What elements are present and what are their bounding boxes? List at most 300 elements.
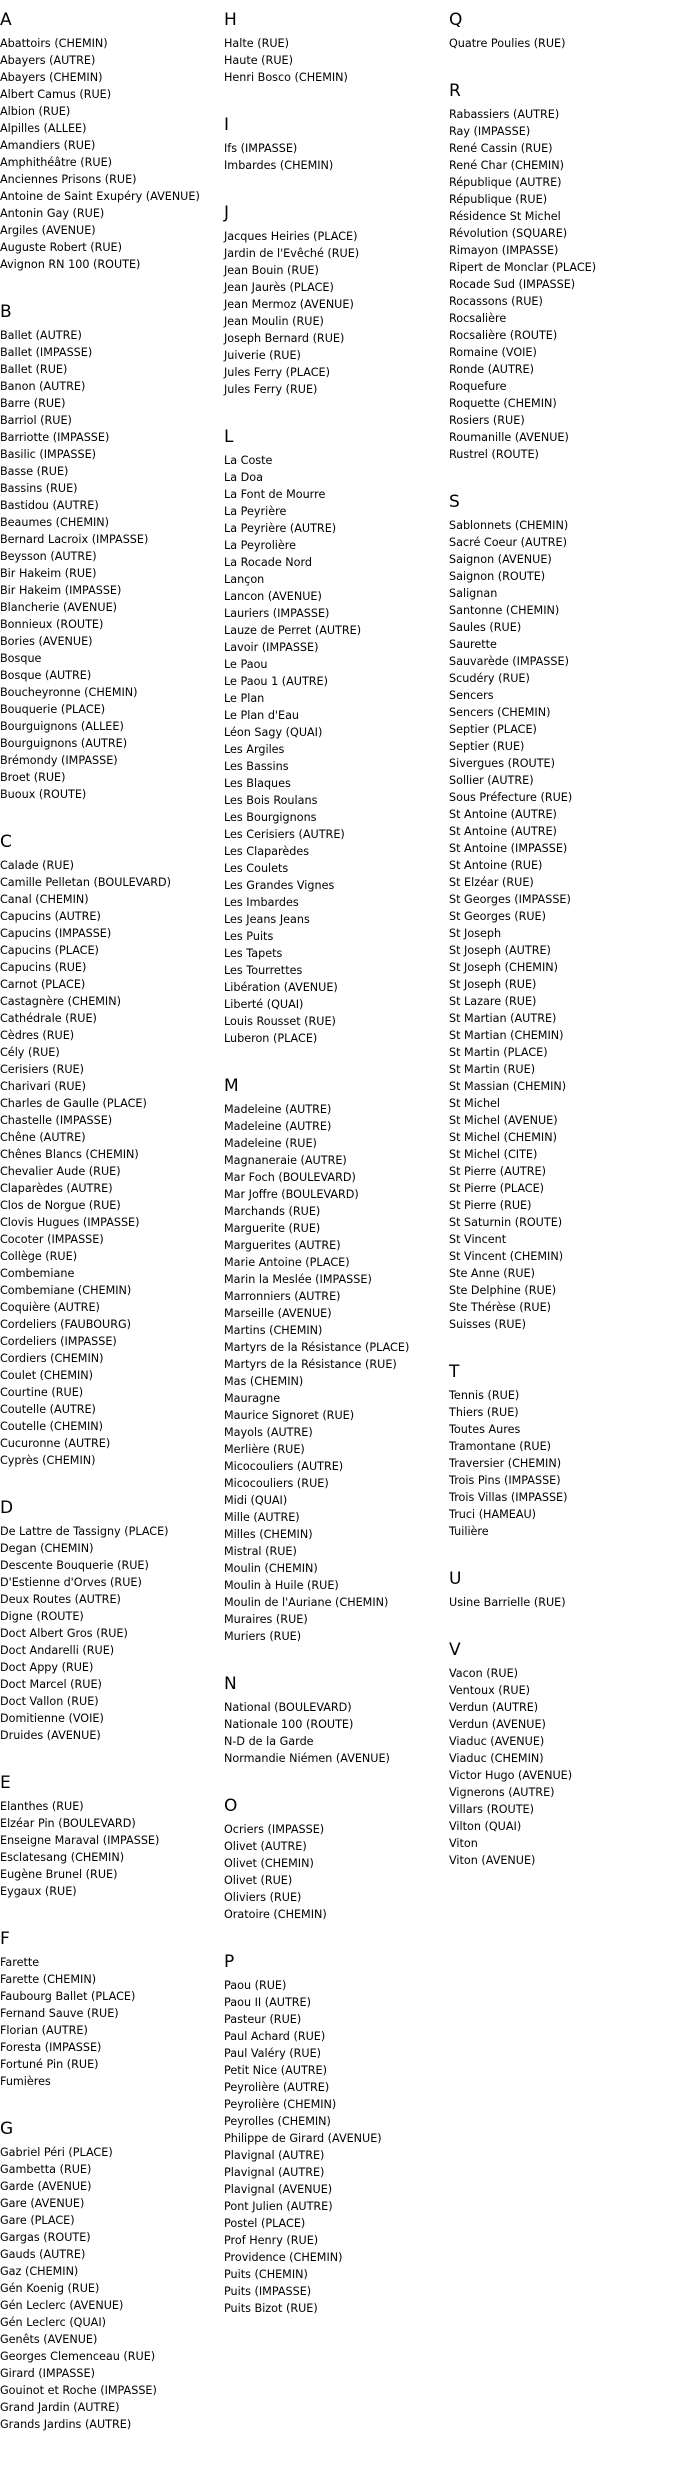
street-name: St Antoine (RUE) — [449, 859, 543, 872]
street-name: Argiles (AVENUE) — [0, 224, 96, 237]
street-name: Sencers (CHEMIN) — [449, 706, 551, 719]
street-name: Cordeliers (FAUBOURG) — [0, 1318, 132, 1331]
street-name: St Georges (IMPASSE) — [449, 893, 571, 906]
street-name: Révolution (SQUARE) — [449, 227, 568, 240]
letter-group-p — [224, 1942, 446, 2317]
street-name: Bouquerie (PLACE) — [0, 703, 106, 716]
street-name: St Vincent — [449, 1233, 507, 1246]
street-name: Suisses (RUE) — [449, 1318, 526, 1331]
street-name: Bastidou (AUTRE) — [0, 499, 99, 512]
street-name: St Martin (RUE) — [449, 1063, 536, 1076]
street-name: St Joseph (RUE) — [449, 978, 537, 991]
letter-heading: D — [0, 1498, 14, 1518]
street-name: La Peyrière (AUTRE) — [224, 522, 337, 535]
street-name: Carnot (PLACE) — [0, 978, 86, 991]
street-name: St Joseph — [449, 927, 502, 940]
street-name: Gambetta (RUE) — [0, 2163, 92, 2176]
street-name: Roquefure — [449, 380, 507, 393]
street-name: Saignon (AVENUE) — [449, 553, 552, 566]
street-name: Jules Ferry (PLACE) — [224, 366, 330, 379]
street-name: Les Bassins — [224, 760, 289, 773]
street-list — [224, 1699, 446, 1767]
street-name: Coquière (AUTRE) — [0, 1301, 100, 1314]
street-name: Rocade Sud (IMPASSE) — [449, 278, 576, 291]
street-name: Chevalier Aude (RUE) — [0, 1165, 121, 1178]
letter-group-m — [224, 1066, 446, 1645]
street-name: Digne (ROUTE) — [0, 1610, 84, 1623]
street-name: Verdun (AVENUE) — [449, 1718, 546, 1731]
letter-group-e — [0, 1763, 222, 1900]
street-list — [224, 452, 446, 1047]
street-name: Fortuné Pin (RUE) — [0, 2058, 99, 2071]
street-name: Girard (IMPASSE) — [0, 2367, 95, 2380]
street-column-2 — [224, 0, 446, 2336]
street-list — [224, 140, 446, 174]
street-name: Plavignal (AUTRE) — [224, 2166, 325, 2179]
street-name: Cordiers (CHEMIN) — [0, 1352, 104, 1365]
letter-group-v — [449, 1630, 671, 1869]
street-name: D'Estienne d'Orves (RUE) — [0, 1576, 142, 1589]
letter-group-u — [449, 1559, 671, 1611]
street-name: La Coste — [224, 454, 273, 467]
street-name: Paul Valéry (RUE) — [224, 2047, 322, 2060]
street-name: Le Plan d'Eau — [224, 709, 300, 722]
street-name: St Joseph (AUTRE) — [449, 944, 551, 957]
street-name: National (BOULEVARD) — [224, 1701, 352, 1714]
street-name: Midi (QUAI) — [224, 1494, 288, 1507]
street-name: Bassins (RUE) — [0, 482, 78, 495]
street-name: Bir Hakeim (IMPASSE) — [0, 584, 122, 597]
street-name: Magnaneraie (AUTRE) — [224, 1154, 347, 1167]
street-name: Sivergues (ROUTE) — [449, 757, 555, 770]
street-name: Doct Marcel (RUE) — [0, 1678, 102, 1691]
street-name: Mar Joffre (BOULEVARD) — [224, 1188, 359, 1201]
street-name: Juiverie (RUE) — [224, 349, 301, 362]
street-name: Prof Henry (RUE) — [224, 2234, 319, 2247]
street-name: Doct Appy (RUE) — [0, 1661, 94, 1674]
street-name: Bernard Lacroix (IMPASSE) — [0, 533, 149, 546]
letter-heading: C — [0, 832, 12, 852]
street-list — [449, 1665, 671, 1869]
street-name: Gén Koenig (RUE) — [0, 2282, 100, 2295]
street-name: Puits (IMPASSE) — [224, 2285, 312, 2298]
street-name: Oratoire (CHEMIN) — [224, 1908, 327, 1921]
street-list — [0, 327, 222, 803]
street-name: Camille Pelletan (BOULEVARD) — [0, 876, 172, 889]
letter-group-f — [0, 1919, 222, 2090]
street-list — [224, 35, 446, 86]
street-name: Bosque (AUTRE) — [0, 669, 92, 682]
street-name: Puits Bizot (RUE) — [224, 2302, 318, 2315]
street-name: Oliviers (RUE) — [224, 1891, 302, 1904]
street-list — [449, 106, 671, 463]
street-name: Sous Préfecture (RUE) — [449, 791, 573, 804]
street-name: Clos de Norgue (RUE) — [0, 1199, 121, 1212]
street-name: Pasteur (RUE) — [224, 2013, 302, 2026]
street-name: Lançon — [224, 573, 265, 586]
street-name: Marie Antoine (PLACE) — [224, 1256, 350, 1269]
letter-group-n — [224, 1664, 446, 1767]
street-name: Domitienne (VOIE) — [0, 1712, 104, 1725]
street-name: Claparèdes (AUTRE) — [0, 1182, 113, 1195]
street-name: Auguste Robert (RUE) — [0, 241, 122, 254]
street-name: Saules (RUE) — [449, 621, 522, 634]
street-name: La Peyrolière — [224, 539, 297, 552]
street-name: Plavignal (AVENUE) — [224, 2183, 333, 2196]
street-list — [0, 857, 222, 1469]
street-list — [449, 35, 671, 52]
letter-group-o — [224, 1786, 446, 1923]
street-name: Muraires (RUE) — [224, 1613, 308, 1626]
street-name: Haute (RUE) — [224, 54, 293, 67]
street-list — [224, 1821, 446, 1923]
letter-heading: A — [0, 10, 12, 30]
street-name: Imbardes (CHEMIN) — [224, 159, 334, 172]
street-name: Ray (IMPASSE) — [449, 125, 531, 138]
street-name: Deux Routes (AUTRE) — [0, 1593, 121, 1606]
street-name: Coutelle (CHEMIN) — [0, 1420, 104, 1433]
street-name: St Massian (CHEMIN) — [449, 1080, 567, 1093]
letter-group-r — [449, 71, 671, 463]
street-name: Avignon RN 100 (ROUTE) — [0, 258, 141, 271]
street-name: Saignon (ROUTE) — [449, 570, 546, 583]
street-name: Druides (AVENUE) — [0, 1729, 101, 1742]
street-name: Olivet (AUTRE) — [224, 1840, 307, 1853]
street-list — [224, 1977, 446, 2317]
street-name: St Michel (CHEMIN) — [449, 1131, 557, 1144]
street-name: Moulin à Huile (RUE) — [224, 1579, 339, 1592]
letter-group-h — [224, 0, 446, 86]
street-name: Amandiers (RUE) — [0, 139, 96, 152]
street-name: Tramontane (RUE) — [449, 1440, 552, 1453]
street-name: Les Tapets — [224, 947, 283, 960]
letter-heading: I — [224, 115, 230, 135]
street-name: Capucins (PLACE) — [0, 944, 99, 957]
street-name: Ventoux (RUE) — [449, 1684, 531, 1697]
street-name: Rocsalière (ROUTE) — [449, 329, 558, 342]
letter-group-t — [449, 1352, 671, 1540]
street-name: Collège (RUE) — [0, 1250, 78, 1263]
street-name: Beysson (AUTRE) — [0, 550, 97, 563]
street-name: Cocoter (IMPASSE) — [0, 1233, 104, 1246]
street-name: Doct Vallon (RUE) — [0, 1695, 99, 1708]
street-name: Mayols (AUTRE) — [224, 1426, 313, 1439]
street-name: Tennis (RUE) — [449, 1389, 520, 1402]
street-list — [0, 1523, 222, 1744]
street-name: Ste Delphine (RUE) — [449, 1284, 557, 1297]
street-name: Farette — [0, 1956, 40, 1969]
street-name: St Lazare (RUE) — [449, 995, 537, 1008]
street-name: Marguerites (AUTRE) — [224, 1239, 341, 1252]
street-name: St Michel (AVENUE) — [449, 1114, 558, 1127]
street-name: Clovis Hugues (IMPASSE) — [0, 1216, 140, 1229]
street-name: Nationale 100 (ROUTE) — [224, 1718, 354, 1731]
street-name: Combemiane — [0, 1267, 75, 1280]
letter-heading: N — [224, 1674, 237, 1694]
street-name: Florian (AUTRE) — [0, 2024, 88, 2037]
street-name: Fumières — [0, 2075, 51, 2088]
street-name: Léon Sagy (QUAI) — [224, 726, 323, 739]
street-name: Ballet (RUE) — [0, 363, 68, 376]
letter-group-s — [449, 482, 671, 1333]
street-name: Bories (AVENUE) — [0, 635, 93, 648]
street-name: Les Grandes Vignes — [224, 879, 335, 892]
street-name: Ripert de Monclar (PLACE) — [449, 261, 597, 274]
street-name: Les Coulets — [224, 862, 289, 875]
street-name: Rocsalière — [449, 312, 507, 325]
street-name: Lauze de Perret (AUTRE) — [224, 624, 362, 637]
street-name: Villars (ROUTE) — [449, 1803, 534, 1816]
street-name: Marin la Meslée (IMPASSE) — [224, 1273, 372, 1286]
street-name: Rabassiers (AUTRE) — [449, 108, 560, 121]
street-name: Bosque — [0, 652, 42, 665]
street-name: Les Jeans Jeans — [224, 913, 310, 926]
street-name: St Michel (CITE) — [449, 1148, 538, 1161]
letter-heading: E — [0, 1773, 11, 1793]
street-name: Genêts (AVENUE) — [0, 2333, 98, 2346]
street-name: La Font de Mourre — [224, 488, 326, 501]
street-name: Marseille (AVENUE) — [224, 1307, 332, 1320]
street-name: Paou II (AUTRE) — [224, 1996, 311, 2009]
street-name: Marchands (RUE) — [224, 1205, 321, 1218]
street-name: Charles de Gaulle (PLACE) — [0, 1097, 147, 1110]
street-name: Louis Rousset (RUE) — [224, 1015, 336, 1028]
street-name: St Pierre (AUTRE) — [449, 1165, 546, 1178]
street-name: Abattoirs (CHEMIN) — [0, 37, 108, 50]
street-name: Cathédrale (RUE) — [0, 1012, 97, 1025]
street-name: Anciennes Prisons (RUE) — [0, 173, 137, 186]
street-name: Gouinot et Roche (IMPASSE) — [0, 2384, 157, 2397]
street-name: Trois Villas (IMPASSE) — [449, 1491, 568, 1504]
street-name: République (RUE) — [449, 193, 548, 206]
street-name: Martyrs de la Résistance (PLACE) — [224, 1341, 410, 1354]
street-name: République (AUTRE) — [449, 176, 562, 189]
street-name: Abayers (AUTRE) — [0, 54, 96, 67]
street-name: Pont Julien (AUTRE) — [224, 2200, 333, 2213]
street-name: Liberté (QUAI) — [224, 998, 304, 1011]
street-name: Georges Clemenceau (RUE) — [0, 2350, 156, 2363]
street-name: Chastelle (IMPASSE) — [0, 1114, 113, 1127]
street-name: St Martian (AUTRE) — [449, 1012, 557, 1025]
street-name: Brémondy (IMPASSE) — [0, 754, 118, 767]
street-name: Micocouliers (AUTRE) — [224, 1460, 344, 1473]
street-name: Plavignal (AUTRE) — [224, 2149, 325, 2162]
street-name: Le Paou 1 (AUTRE) — [224, 675, 328, 688]
street-name: Gargas (ROUTE) — [0, 2231, 91, 2244]
street-name: Rimayon (IMPASSE) — [449, 244, 559, 257]
street-name: Les Imbardes — [224, 896, 299, 909]
street-name: Ballet (IMPASSE) — [0, 346, 93, 359]
street-name: Normandie Niémen (AVENUE) — [224, 1752, 390, 1765]
street-name: Postel (PLACE) — [224, 2217, 306, 2230]
street-name: Gén Leclerc (QUAI) — [0, 2316, 106, 2329]
letter-heading: J — [224, 203, 230, 223]
street-name: Peyrolière (CHEMIN) — [224, 2098, 337, 2111]
street-name: Canal (CHEMIN) — [0, 893, 89, 906]
street-name: Bonnieux (ROUTE) — [0, 618, 104, 631]
street-name: Jean Bouin (RUE) — [224, 264, 319, 277]
street-name: Puits (CHEMIN) — [224, 2268, 308, 2281]
street-name: Capucins (AUTRE) — [0, 910, 101, 923]
street-name: Mille (AUTRE) — [224, 1511, 300, 1524]
street-name: Cucuronne (AUTRE) — [0, 1437, 111, 1450]
street-name: St Martian (CHEMIN) — [449, 1029, 564, 1042]
street-name: Tuilière — [449, 1525, 489, 1538]
street-name: Coutelle (AUTRE) — [0, 1403, 96, 1416]
street-name: Milles (CHEMIN) — [224, 1528, 313, 1541]
street-name: Quatre Poulies (RUE) — [449, 37, 566, 50]
street-name: Doct Andarelli (RUE) — [0, 1644, 115, 1657]
street-name: Luberon (PLACE) — [224, 1032, 318, 1045]
street-name: Viton (AVENUE) — [449, 1854, 536, 1867]
street-name: Calade (RUE) — [0, 859, 74, 872]
street-name: Maurice Signoret (RUE) — [224, 1409, 355, 1422]
street-name: Scudéry (RUE) — [449, 672, 530, 685]
street-column-3 — [449, 0, 671, 1888]
street-name: Ronde (AUTRE) — [449, 363, 534, 376]
street-list — [0, 2144, 222, 2433]
street-name: Moulin (CHEMIN) — [224, 1562, 318, 1575]
letter-heading: T — [449, 1362, 460, 1382]
street-name: Degan (CHEMIN) — [0, 1542, 94, 1555]
street-name: St Vincent (CHEMIN) — [449, 1250, 564, 1263]
street-name: Doct Albert Gros (RUE) — [0, 1627, 128, 1640]
street-name: Basse (RUE) — [0, 465, 69, 478]
street-name: Abayers (CHEMIN) — [0, 71, 103, 84]
street-name: St Pierre (RUE) — [449, 1199, 532, 1212]
letter-group-l — [224, 417, 446, 1047]
letter-group-q — [449, 0, 671, 52]
street-name: Jardin de l'Evêché (RUE) — [224, 247, 360, 260]
street-name: Saurette — [449, 638, 497, 651]
street-name: La Doa — [224, 471, 263, 484]
street-name: Jean Moulin (RUE) — [224, 315, 324, 328]
street-name: Elzéar Pin (BOULEVARD) — [0, 1817, 136, 1830]
letter-heading: U — [449, 1569, 462, 1589]
street-name: St Georges (RUE) — [449, 910, 546, 923]
street-name: Chêne (AUTRE) — [0, 1131, 86, 1144]
street-name: Sauvarède (IMPASSE) — [449, 655, 569, 668]
street-name: Les Blaques — [224, 777, 291, 790]
street-name: Jean Mermoz (AVENUE) — [224, 298, 354, 311]
street-name: Traversier (CHEMIN) — [449, 1457, 562, 1470]
street-list — [0, 1798, 222, 1900]
street-name: Cély (RUE) — [0, 1046, 60, 1059]
street-name: Joseph Bernard (RUE) — [224, 332, 345, 345]
street-name: Vilton (QUAI) — [449, 1820, 522, 1833]
letter-group-j — [224, 193, 446, 398]
street-list — [224, 1101, 446, 1645]
letter-group-d — [0, 1488, 222, 1744]
street-name: Mauragne — [224, 1392, 281, 1405]
street-name: Viaduc (CHEMIN) — [449, 1752, 544, 1765]
street-name: Enseigne Maraval (IMPASSE) — [0, 1834, 160, 1847]
street-name: St Pierre (PLACE) — [449, 1182, 545, 1195]
street-name: Gare (PLACE) — [0, 2214, 75, 2227]
street-name: St Antoine (IMPASSE) — [449, 842, 568, 855]
street-column-1 — [0, 0, 222, 2452]
street-name: Gauds (AUTRE) — [0, 2248, 86, 2261]
street-name: Viaduc (AVENUE) — [449, 1735, 545, 1748]
street-name: Chênes Blancs (CHEMIN) — [0, 1148, 139, 1161]
street-name: Eygaux (RUE) — [0, 1885, 77, 1898]
street-name: Coulet (CHEMIN) — [0, 1369, 94, 1382]
street-name: Muriers (RUE) — [224, 1630, 302, 1643]
street-list — [224, 228, 446, 398]
street-name: Combemiane (CHEMIN) — [0, 1284, 132, 1297]
street-name: Les Bois Roulans — [224, 794, 318, 807]
street-name: Albert Camus (RUE) — [0, 88, 112, 101]
street-name: Cyprès (CHEMIN) — [0, 1454, 96, 1467]
street-name: Boucheyronne (CHEMIN) — [0, 686, 138, 699]
street-name: St Martin (PLACE) — [449, 1046, 548, 1059]
street-name: Cerisiers (RUE) — [0, 1063, 84, 1076]
street-name: Vignerons (AUTRE) — [449, 1786, 555, 1799]
street-name: Peyrolles (CHEMIN) — [224, 2115, 331, 2128]
street-name: Petit Nice (AUTRE) — [224, 2064, 327, 2077]
street-name: Viton — [449, 1837, 478, 1850]
street-name: Antonin Gay (RUE) — [0, 207, 105, 220]
street-name: Ballet (AUTRE) — [0, 329, 82, 342]
street-name: Lancon (AVENUE) — [224, 590, 322, 603]
street-name: Buoux (ROUTE) — [0, 788, 87, 801]
letter-heading: S — [449, 492, 460, 512]
street-name: Halte (RUE) — [224, 37, 289, 50]
street-name: René Char (CHEMIN) — [449, 159, 564, 172]
street-name: Libération (AVENUE) — [224, 981, 338, 994]
street-name: Romaine (VOIE) — [449, 346, 537, 359]
street-list — [0, 35, 222, 273]
street-name: N-D de la Garde — [224, 1735, 314, 1748]
letter-heading: F — [0, 1929, 10, 1949]
street-name: Le Plan — [224, 692, 265, 705]
street-name: Mar Foch (BOULEVARD) — [224, 1171, 356, 1184]
street-name: Verdun (AUTRE) — [449, 1701, 539, 1714]
street-name: Gare (AVENUE) — [0, 2197, 85, 2210]
street-name: René Cassin (RUE) — [449, 142, 553, 155]
street-name: Bourguignons (AUTRE) — [0, 737, 128, 750]
street-name: Roquette (CHEMIN) — [449, 397, 557, 410]
letter-heading: P — [224, 1952, 235, 1972]
street-name: Castagnère (CHEMIN) — [0, 995, 121, 1008]
street-name: Cèdres (RUE) — [0, 1029, 75, 1042]
street-name: Moulin de l'Auriane (CHEMIN) — [224, 1596, 389, 1609]
street-name: Usine Barrielle (RUE) — [449, 1596, 566, 1609]
street-name: Foresta (IMPASSE) — [0, 2041, 102, 2054]
street-name: Les Claparèdes — [224, 845, 310, 858]
street-name: Truci (HAMEAU) — [449, 1508, 537, 1521]
street-name: Mistral (RUE) — [224, 1545, 297, 1558]
street-name: Gaz (CHEMIN) — [0, 2265, 79, 2278]
street-list — [449, 1594, 671, 1611]
street-name: Grand Jardin (AUTRE) — [0, 2401, 120, 2414]
street-name: Salignan — [449, 587, 498, 600]
street-name: La Peyrière — [224, 505, 287, 518]
street-name: Septier (PLACE) — [449, 723, 537, 736]
street-name: Sencers — [449, 689, 494, 702]
street-name: Barre (RUE) — [0, 397, 66, 410]
street-name: Sablonnets (CHEMIN) — [449, 519, 569, 532]
street-name: Lavoir (IMPASSE) — [224, 641, 319, 654]
street-name: Toutes Aures — [449, 1423, 521, 1436]
street-name: La Rocade Nord — [224, 556, 313, 569]
street-name: Gén Leclerc (AVENUE) — [0, 2299, 124, 2312]
street-name: St Joseph (CHEMIN) — [449, 961, 558, 974]
street-name: Esclatesang (CHEMIN) — [0, 1851, 125, 1864]
street-name: Madeleine (AUTRE) — [224, 1120, 332, 1133]
street-name: Antoine de Saint Exupéry (AVENUE) — [0, 190, 200, 203]
street-name: Madeleine (RUE) — [224, 1137, 317, 1150]
